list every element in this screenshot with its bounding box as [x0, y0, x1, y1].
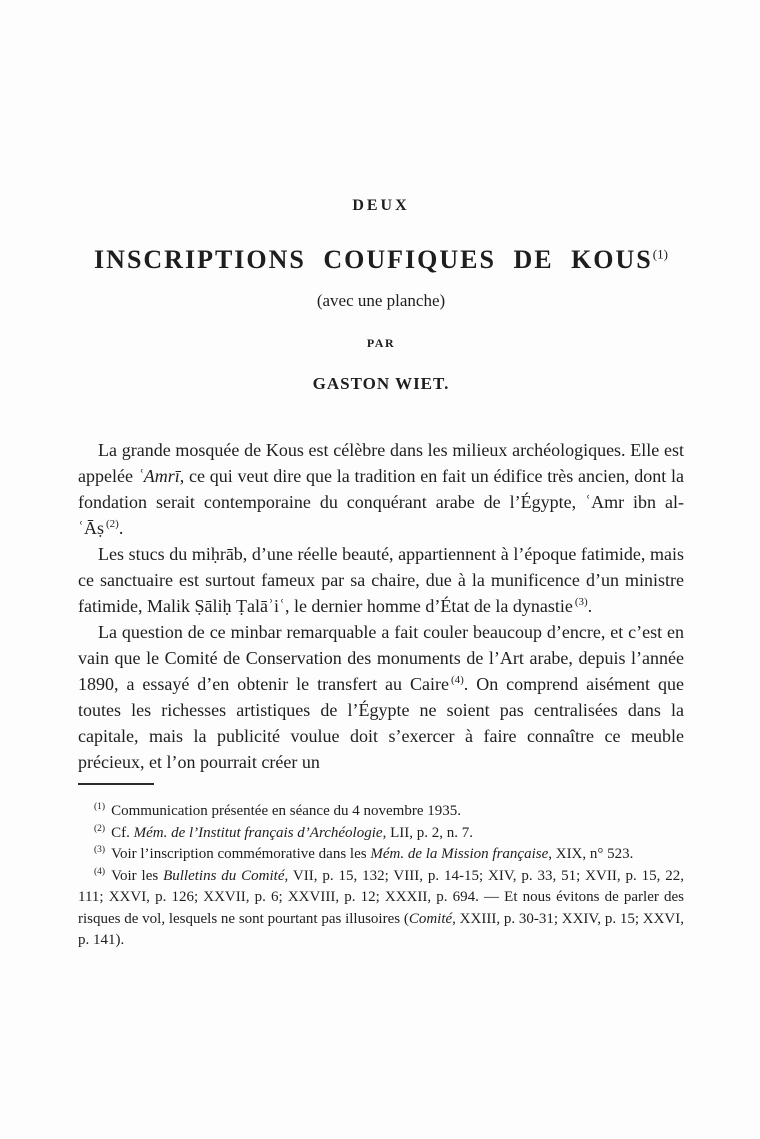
paragraph-3: [78, 619, 684, 775]
text-segment: , LII, p. 2, n. 7.: [382, 824, 473, 841]
italic-segment: Comité: [408, 910, 453, 927]
text-segment: La question de ce minbar remarquable a fait couler beaucoup d’encre, et c’est en vain que le Comité de Conservation des monuments de l’Art arabe, depuis l’année 1890, a essayé d’en obtenir le transfert au Caire: [78, 622, 684, 694]
text-segment: .: [587, 596, 593, 616]
text-segment: Les stucs du miḥrāb, d’une réelle beauté, appartiennent à l’époque fatimide, mais ce sanctuaire est surtout fameux par sa chaire, due à la munificence d’un ministre fatimide, Malik Ṣāliḥ Ṭalāʾiʿ, le dernier homme d’État de la dynastie: [78, 544, 684, 616]
italic-segment: ʿAmrī: [137, 466, 180, 486]
footnote-marker: (4): [94, 866, 106, 877]
series-heading: DEUX: [352, 197, 410, 214]
page-title: [78, 245, 684, 275]
footnote-3: [78, 844, 684, 866]
paragraph-2: [78, 541, 684, 619]
italic-segment: Mém. de la Mission française: [370, 846, 549, 862]
title-block: [78, 197, 684, 394]
text-segment: Voir l’inscription commémorative dans les: [111, 846, 371, 862]
footnotes-section: [78, 783, 684, 952]
text-segment: .: [118, 518, 124, 538]
footnote-1: [78, 801, 684, 823]
author-name: GASTON WIET.: [312, 374, 450, 393]
text-segment: Cf.: [111, 824, 134, 841]
text-segment: . On comprend aisément que toutes les richesses artistiques de l’Égypte ne soient pas centralisées dans la capitale, mais la publicité voulue doit s’exercer à faire connaître ce meuble précieux, et l’on pourrait créer un: [78, 674, 684, 772]
footnote-marker: (2): [94, 823, 106, 834]
footnote-4: [78, 866, 684, 952]
title-footnote-ref: (1): [652, 246, 668, 262]
text-block: [78, 0, 684, 952]
footnote-marker: (3): [94, 845, 106, 855]
text-segment: , ce qui veut dire que la tradition en fait un édifice très ancien, dont la fondation serait contemporaine du conquérant arabe de l’Égypte, ʿAmr ibn al-ʿĀṣ: [78, 466, 684, 538]
title-text: INSCRIPTIONS COUFIQUES DE KOUS: [94, 245, 653, 274]
article-body: [78, 437, 684, 775]
text-segment: , XXIII, p. 30-31; XXIV, p. 15; XXVI, p. 141).: [78, 910, 684, 948]
text-segment: La grande mosquée de Kous est célèbre dans les milieux archéologiques. Elle est appelée: [78, 440, 684, 486]
footnote-2: [78, 823, 684, 845]
text-segment: , XIX, n° 523.: [548, 846, 634, 862]
footnote-ref-2: (2): [106, 518, 119, 530]
italic-segment: Mém. de l’Institut français d’Archéologie: [133, 824, 383, 841]
paragraph-1: [78, 437, 684, 541]
text-segment: , VII, p. 15, 132; VIII, p. 14-15; XIV, p. 33, 51; XVII, p. 15, 22, 111; XXVI, p. 126; XXVII, p. 6; XXVIII, p. 12; XXXII, p. 694. — Et nous évitons de parler des risques de vol, lesquels ne sont pourtant pas illusoires (: [78, 867, 684, 927]
footnote-marker: (1): [94, 802, 106, 812]
footnote-ref-4: (4): [450, 674, 464, 686]
footnote-ref-3: (3): [574, 596, 588, 608]
text-segment: Communication présentée en séance du 4 novembre 1935.: [111, 803, 461, 819]
subtitle: (avec une planche): [316, 291, 446, 310]
italic-segment: Bulletins du Comité: [163, 867, 285, 884]
text-segment: Voir les: [111, 867, 164, 884]
byline-label: PAR: [366, 336, 396, 350]
footnote-divider: [78, 783, 154, 785]
